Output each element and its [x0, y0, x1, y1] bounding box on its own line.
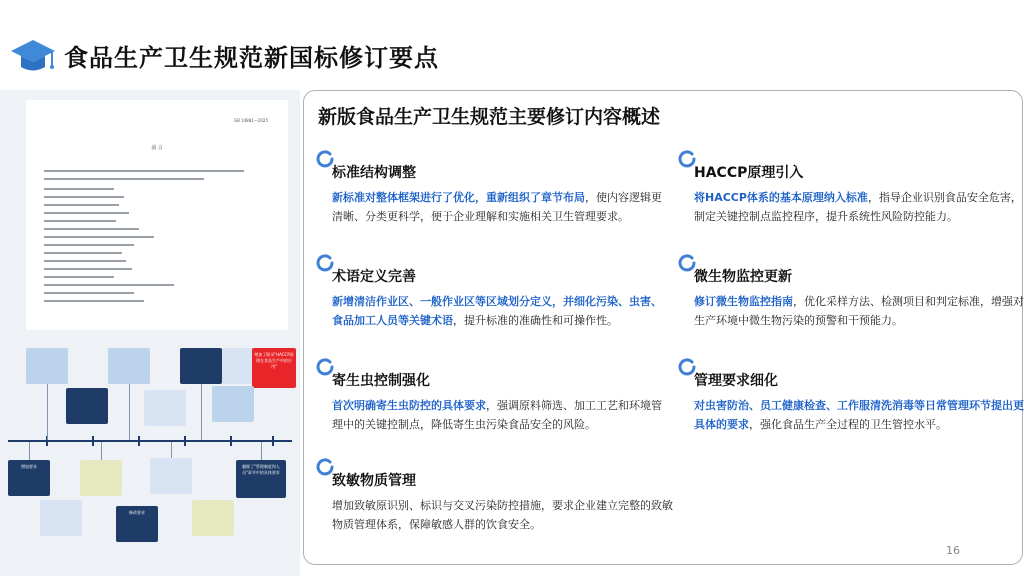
doc-text-line: [44, 204, 119, 206]
timeline-box-dark: [8, 460, 50, 496]
section-body: [694, 292, 1024, 330]
section-title: 微生物监控更新: [694, 269, 792, 285]
section-text: ，提升标准的准确性和可操作性。: [453, 314, 618, 327]
section-body: [694, 188, 1024, 226]
title-bar: [0, 0, 1024, 90]
doc-text-line: [44, 276, 114, 278]
timeline-tick: [272, 436, 274, 446]
page-title: 食品生产卫生规范新国标修订要点: [64, 44, 439, 72]
timeline-tick: [230, 436, 232, 446]
section-body: [332, 496, 677, 534]
section-title: 管理要求细化: [694, 373, 778, 389]
timeline-tick: [92, 436, 94, 446]
timeline-box: [66, 388, 108, 424]
section-terminology: [316, 254, 666, 354]
doc-text-line: [44, 284, 174, 286]
doc-text-line: [44, 196, 124, 198]
timeline-box: [192, 500, 234, 536]
section-text: ，使内容逻辑更清晰、分类更科学，便于企业理解和实施相关卫生管理要求。: [332, 191, 662, 223]
section-body: [332, 292, 662, 330]
timeline-red-label: 增加了附录"HACCP原理在食品生产中的应用": [254, 352, 294, 369]
section-title: 标准结构调整: [332, 165, 416, 181]
page-number: 16: [946, 544, 960, 557]
doc-text-line: [44, 244, 134, 246]
timeline-connector: [129, 384, 130, 440]
doc-text-line: [44, 300, 144, 302]
section-title: 寄生虫控制强化: [332, 373, 430, 389]
section-allergen: [316, 458, 673, 548]
document-heading: 前 言: [151, 145, 163, 151]
doc-text-line: [44, 236, 154, 238]
timeline-connector: [47, 384, 48, 440]
timeline-box: [180, 348, 222, 384]
section-haccp: [678, 150, 1022, 250]
section-microbial: [678, 254, 1024, 354]
section-highlight: 新增清洁作业区、一般作业区等区域划分定义，并细化污染、虫害、食品加工人员等关键术语: [332, 295, 662, 327]
timeline-box: [144, 390, 186, 426]
timeline-box: [80, 460, 122, 496]
section-title: 术语定义完善: [332, 269, 416, 285]
timeline-box-red: [252, 348, 296, 388]
timeline-box: [40, 500, 82, 536]
section-body: [332, 188, 662, 226]
timeline-box: [26, 348, 68, 384]
timeline-axis: [8, 440, 292, 442]
section-highlight: 新标准对整体框架进行了优化，重新组织了章节布局: [332, 191, 585, 204]
section-text: 增加致敏原识别、标识与交叉污染防控措施，要求企业建立完整的致敏物质管理体系，保障敏感人群的饮食安全。: [332, 499, 673, 531]
timeline-dark-label: 修改要求: [129, 510, 145, 515]
section-structure: [316, 150, 666, 250]
timeline-connector: [261, 442, 262, 460]
section-text: ，优化采样方法、检测项目和判定标准，增强对生产环境中微生物污染的预警和干预能力。: [694, 295, 1024, 327]
timeline-box: [212, 386, 254, 422]
timeline-box-dark: [116, 506, 158, 542]
section-body: [332, 396, 672, 434]
section-highlight: 首次明确寄生虫防控的具体要求: [332, 399, 486, 412]
section-text: ，强化食品生产全过程的卫生管控水平。: [749, 418, 947, 431]
graduation-cap-icon: [10, 36, 56, 76]
timeline-tick: [184, 436, 186, 446]
section-text: ，指导企业识别食品安全危害，制定关键控制点监控程序，提升系统性风险防控能力。: [694, 191, 1022, 223]
timeline-connector: [29, 442, 30, 460]
doc-text-line: [44, 188, 114, 190]
doc-text-line: [44, 228, 139, 230]
timeline-dark-label: 删除了"管理制度和人员"章节中的具体要求: [242, 464, 280, 475]
doc-text-line: [44, 260, 126, 262]
doc-text-line: [44, 292, 134, 294]
doc-text-line: [44, 268, 132, 270]
section-title: HACCP原理引入: [694, 165, 804, 181]
section-title: 致敏物质管理: [332, 473, 416, 489]
document-number: GB 14881—2025: [233, 118, 268, 123]
doc-text-line: [44, 212, 129, 214]
standard-document-preview: [26, 100, 288, 330]
timeline-tick: [138, 436, 140, 446]
section-body: [694, 396, 1024, 434]
timeline-connector: [101, 442, 102, 460]
doc-text-line: [44, 220, 116, 222]
doc-text-line: [44, 178, 204, 180]
timeline-dark-label: 增加要求: [21, 464, 37, 469]
timeline-box-dark: [236, 460, 286, 498]
card-title: 新版食品生产卫生规范主要修订内容概述: [318, 106, 661, 128]
timeline-box: [108, 348, 150, 384]
doc-text-line: [44, 252, 122, 254]
section-text: ，强调原料筛选、加工工艺和环境管理中的关键控制点，降低寄生虫污染食品安全的风险。: [332, 399, 662, 431]
section-management: [678, 358, 1024, 448]
section-highlight: 将HACCP体系的基本原理纳入标准: [694, 191, 868, 204]
timeline-box: [150, 458, 192, 494]
section-parasite: [316, 358, 666, 448]
timeline-connector: [201, 384, 202, 440]
section-highlight: 修订微生物监控指南: [694, 295, 793, 308]
doc-text-line: [44, 170, 244, 172]
section-highlight: 对虫害防治、员工健康检查、工作服清洗消毒等日常管理环节提出更具体的要求: [694, 399, 1024, 431]
timeline-connector: [171, 442, 172, 458]
